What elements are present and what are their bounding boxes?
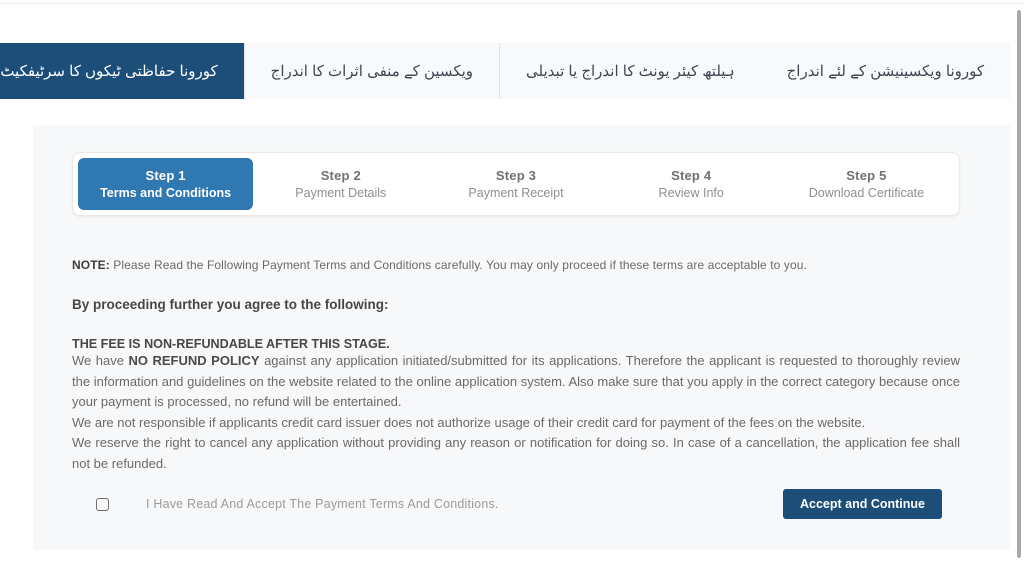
payment-step-wizard (72, 152, 960, 216)
step-label: Review Info (658, 186, 724, 200)
terms-and-conditions-card (33, 125, 1010, 550)
step-label: Terms and Conditions (100, 186, 232, 200)
step-5-download-certificate[interactable] (779, 158, 954, 210)
terms-paragraph-refund-policy: We have NO REFUND POLICY against any application initiated/submitted for its applications. Therefore the applicant is requested to thoroughly review the information and guidelines on the website related to the online application system. Also make sure that you apply in the correct category because once your payment is processed, no refund will be entertained. (72, 353, 960, 409)
step-number: Step 3 (495, 168, 537, 183)
payment-note (72, 258, 960, 272)
step-3-payment-receipt[interactable] (428, 158, 603, 210)
nav-tab-vaccination-certificate[interactable]: کورونا حفاظتی ٹیکوں کا سرٹیفکیٹ (0, 43, 244, 99)
step-number: Step 1 (145, 168, 186, 183)
accept-and-continue-button[interactable]: Accept and Continue (783, 489, 942, 519)
scrollbar-thumb[interactable] (1017, 10, 1021, 558)
no-refund-policy-emphasis: NO REFUND POLICY (128, 353, 260, 368)
step-number: Step 4 (671, 168, 712, 183)
note-label: NOTE: (72, 258, 110, 272)
accept-terms-checkbox[interactable] (96, 498, 109, 511)
accept-terms-checkbox-label: I Have Read And Accept The Payment Terms And Conditions. (146, 497, 499, 511)
nav-tab-register-vaccination[interactable]: کورونا ویکسینیشن کے لئے اندراج (786, 63, 984, 80)
step-1-terms-and-conditions[interactable] (78, 158, 253, 210)
step-label: Payment Receipt (468, 186, 564, 200)
scrollbar-track[interactable] (1014, 6, 1024, 560)
step-2-payment-details[interactable] (253, 158, 428, 210)
note-text: Please Read the Following Payment Terms and Conditions carefully. You may only proceed if these terms are acceptable to you. (109, 258, 807, 272)
nav-tab-healthcare-unit[interactable]: ہیلتھ کیئر یونٹ کا اندراج یا تبدیلی (499, 43, 761, 99)
step-label: Payment Details (295, 186, 387, 200)
page-top-divider (0, 3, 1024, 4)
step-number: Step 5 (846, 168, 887, 183)
agree-heading: By proceeding further you agree to the following: (72, 297, 389, 312)
accept-footer-row (72, 489, 960, 519)
urdu-top-nav (0, 43, 1010, 99)
step-4-review-info[interactable] (604, 158, 779, 210)
nav-tab-vaccine-side-effects[interactable]: ویکسین کے منفی اثرات کا اندراج (244, 43, 499, 99)
terms-paragraph-cancellation: We reserve the right to cancel any application without providing any reason or notification for doing so. In case of a cancellation, the application fee shall not be refunded. (72, 435, 960, 471)
step-number: Step 2 (320, 168, 361, 183)
terms-body-text (72, 351, 960, 474)
terms-paragraph-credit-card: We are not responsible if applicants credit card issuer does not authorize usage of their credit card for payment of the fees on the website. (72, 414, 866, 430)
fee-non-refundable-heading: THE FEE IS NON-REFUNDABLE AFTER THIS STAGE. (72, 337, 390, 351)
step-label: Download Certificate (808, 186, 925, 200)
